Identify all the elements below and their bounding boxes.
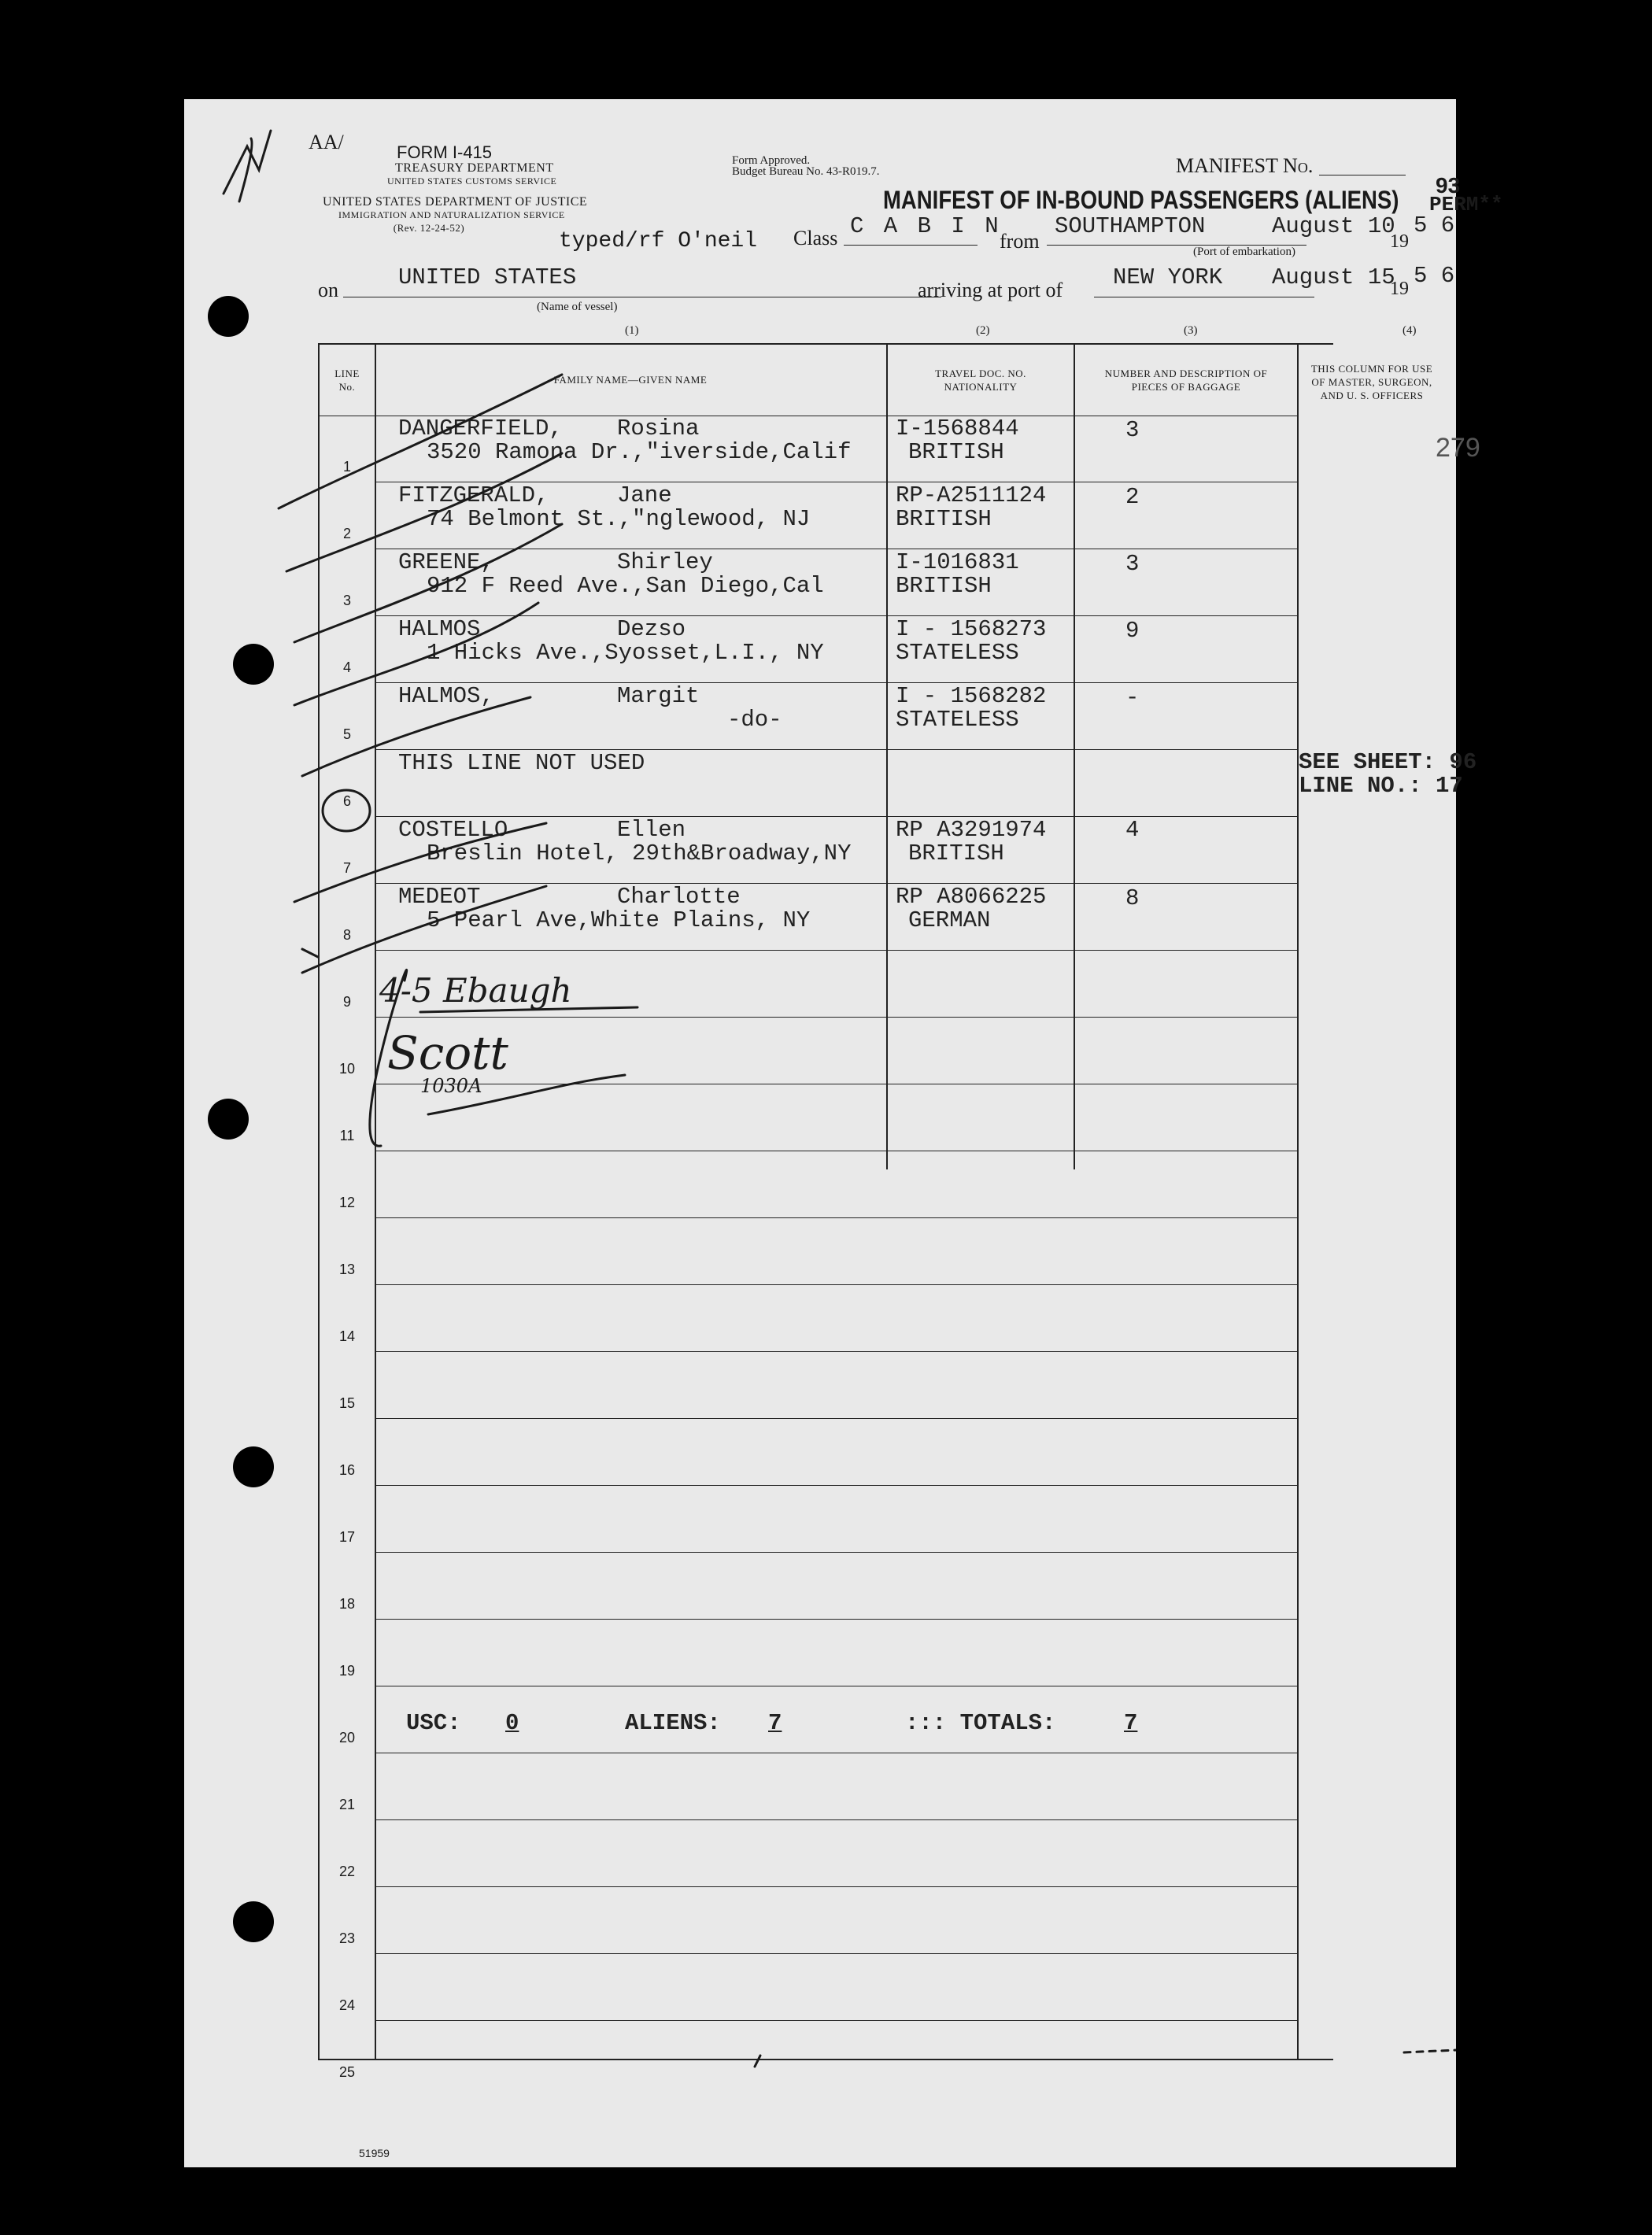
- arriving-label: arriving at port of: [918, 279, 1063, 301]
- arrival-year-prefix: 19: [1390, 279, 1409, 299]
- line-number: 5: [342, 726, 351, 742]
- aliens-label: ALIENS:: [625, 1710, 721, 1736]
- address: 74 Belmont St.,"nglewood, NJ: [427, 506, 811, 532]
- from-label: from: [1000, 230, 1040, 253]
- line-number: 3: [342, 593, 351, 608]
- address: 5 Pearl Ave,White Plains, NY: [427, 907, 811, 933]
- line-number: 10: [338, 1061, 356, 1077]
- usc-count: 0: [505, 1710, 519, 1736]
- class-label: Class: [793, 227, 838, 249]
- nationality: STATELESS: [896, 707, 1019, 733]
- col-header-officers: THIS COLUMN FOR USE OF MASTER, SURGEON, AND U. S. OFFICERS: [1310, 363, 1433, 401]
- travel-doc: RP A8066225: [896, 884, 1047, 910]
- line-number: 13: [338, 1262, 356, 1277]
- family-name: FITZGERALD,: [398, 482, 549, 508]
- corner-mark: AA/: [309, 131, 344, 153]
- handwritten-signature: Scott: [387, 1026, 508, 1080]
- col-header-line: LINE No.: [334, 368, 360, 393]
- arrival-port: NEW YORK: [1113, 264, 1223, 290]
- punch-hole: [233, 1446, 274, 1487]
- nationality: GERMAN: [908, 907, 991, 933]
- class-value: C A B I N: [850, 213, 1002, 239]
- vessel-name: UNITED STATES: [398, 264, 577, 290]
- line-number: 9: [342, 994, 351, 1010]
- line-number: 2: [342, 526, 351, 541]
- family-name: HALMOS,: [398, 683, 494, 709]
- line-number: 18: [338, 1596, 356, 1612]
- line-number: 21: [338, 1797, 356, 1812]
- unused-line-note: THIS LINE NOT USED: [398, 750, 645, 776]
- pen-marks: [184, 99, 1456, 2167]
- baggage-count: -: [1125, 685, 1140, 711]
- justice-line: UNITED STATES DEPARTMENT OF JUSTICE: [323, 195, 588, 209]
- family-name: COSTELLO: [398, 817, 508, 843]
- ins-line: IMMIGRATION AND NATURALIZATION SERVICE: [338, 209, 565, 220]
- totals-count: 7: [1124, 1710, 1138, 1736]
- departure-date: August 10: [1272, 213, 1395, 239]
- given-name: Jane: [617, 482, 672, 508]
- totals-label: ::: TOTALS:: [905, 1710, 1056, 1736]
- line-number: 4: [342, 659, 351, 675]
- baggage-count: 3: [1125, 417, 1140, 443]
- line-number: 25: [338, 2064, 356, 2080]
- given-name: Ellen: [617, 817, 686, 843]
- travel-doc: I - 1568273: [896, 616, 1047, 642]
- col-header-baggage: NUMBER AND DESCRIPTION OF PIECES OF BAGGAGE: [1104, 368, 1268, 393]
- address: Breslin Hotel, 29th&Broadway,NY: [427, 840, 852, 866]
- col-num-3: (3): [1184, 324, 1198, 337]
- baggage-count: 3: [1125, 551, 1140, 577]
- col-num-2: (2): [976, 324, 990, 337]
- aliens-count: 7: [768, 1710, 782, 1736]
- line-number: 20: [338, 1730, 356, 1746]
- given-name: Dezso: [617, 616, 686, 642]
- line-number: 22: [338, 1864, 356, 1879]
- depart-year-prefix: 19: [1390, 231, 1409, 252]
- line-number: 6: [342, 793, 351, 809]
- officer-note: 279: [1436, 433, 1480, 463]
- line-number: 7: [342, 860, 351, 876]
- family-name: DANGERFIELD,: [398, 416, 563, 441]
- line-number: 1: [342, 459, 351, 475]
- travel-doc: I-1016831: [896, 549, 1019, 575]
- address: 3520 Ramona Dr.,"iverside,Calif: [427, 439, 852, 465]
- manifest-title: MANIFEST OF IN-BOUND PASSENGERS (ALIENS): [883, 186, 1399, 214]
- nationality: BRITISH: [896, 506, 992, 532]
- line-number: 14: [338, 1328, 356, 1344]
- address: -do-: [727, 707, 782, 733]
- form-number: FORM I-415: [397, 142, 493, 162]
- form-code: 51959: [359, 2147, 390, 2159]
- departure-year: 5 6: [1414, 212, 1455, 238]
- treasury-line: TREASURY DEPARTMENT: [395, 161, 554, 175]
- perm-mark: PERM**: [1429, 193, 1503, 216]
- baggage-count: 9: [1125, 618, 1140, 644]
- manifest-label: MANIFEST No.: [1176, 154, 1314, 177]
- travel-doc: I - 1568282: [896, 683, 1047, 709]
- line-six-circle: [323, 790, 370, 831]
- punch-hole: [208, 296, 249, 337]
- travel-doc: I-1568844: [896, 416, 1019, 441]
- nationality: STATELESS: [896, 640, 1019, 666]
- on-label: on: [318, 279, 338, 301]
- col-num-4: (4): [1403, 324, 1417, 337]
- line-number: 16: [338, 1462, 356, 1478]
- arrival-year: 5 6: [1414, 263, 1455, 289]
- baggage-count: 4: [1125, 817, 1140, 843]
- arrival-date: August 15: [1272, 264, 1395, 290]
- baggage-count: 2: [1125, 484, 1140, 510]
- form-approved: Form Approved.: [732, 154, 811, 167]
- vessel-caption: (Name of vessel): [537, 301, 618, 313]
- punch-hole: [233, 1901, 274, 1942]
- customs-line: UNITED STATES CUSTOMS SERVICE: [387, 175, 557, 187]
- line-number: 19: [338, 1663, 356, 1679]
- punch-hole: [208, 1099, 249, 1140]
- line-number: 12: [338, 1195, 356, 1210]
- given-name: Rosina: [617, 416, 700, 441]
- punch-hole: [233, 644, 274, 685]
- given-name: Charlotte: [617, 884, 741, 910]
- line-number: 15: [338, 1395, 356, 1411]
- nationality: BRITISH: [908, 439, 1004, 465]
- travel-doc: RP A3291974: [896, 817, 1047, 843]
- col-header-travel: TRAVEL DOC. NO. NATIONALITY: [935, 368, 1026, 393]
- address: 912 F Reed Ave.,San Diego,Cal: [427, 573, 824, 599]
- col-header-name: FAMILY NAME—GIVEN NAME: [553, 374, 708, 386]
- budget-bureau: Budget Bureau No. 43-R019.7.: [732, 165, 880, 178]
- line-number: 23: [338, 1930, 356, 1946]
- revision: (Rev. 12-24-52): [393, 222, 465, 234]
- line-number: 24: [338, 1997, 356, 2013]
- usc-label: USC:: [406, 1710, 461, 1736]
- address: 1 Hicks Ave.,Syosset,L.I., NY: [427, 640, 824, 666]
- manifest-number: 93: [1436, 173, 1461, 198]
- given-name: Shirley: [617, 549, 713, 575]
- manifest-sheet: [184, 99, 1503, 2167]
- line-number: 11: [339, 1128, 355, 1143]
- line-number: 17: [338, 1529, 356, 1545]
- officer-note: SEE SHEET: 96 LINE NO.: 17: [1299, 749, 1477, 799]
- nationality: BRITISH: [896, 573, 992, 599]
- port-embark-caption: (Port of embarkation): [1193, 246, 1295, 258]
- nationality: BRITISH: [908, 840, 1004, 866]
- typed-by: typed/rf O'neil: [559, 229, 758, 253]
- family-name: HALMOS: [398, 616, 481, 642]
- family-name: GREENE,: [398, 549, 494, 575]
- embark-port: SOUTHAMPTON: [1055, 213, 1206, 239]
- baggage-count: 8: [1125, 885, 1140, 911]
- handwritten-inspector-note: 4-5 Ebaugh: [379, 971, 572, 1010]
- travel-doc: RP-A2511124: [896, 482, 1047, 508]
- family-name: MEDEOT: [398, 884, 481, 910]
- line-number: 8: [342, 927, 351, 943]
- handwritten-time: 1030A: [420, 1075, 482, 1097]
- col-num-1: (1): [625, 324, 639, 337]
- given-name: Margit: [617, 683, 700, 709]
